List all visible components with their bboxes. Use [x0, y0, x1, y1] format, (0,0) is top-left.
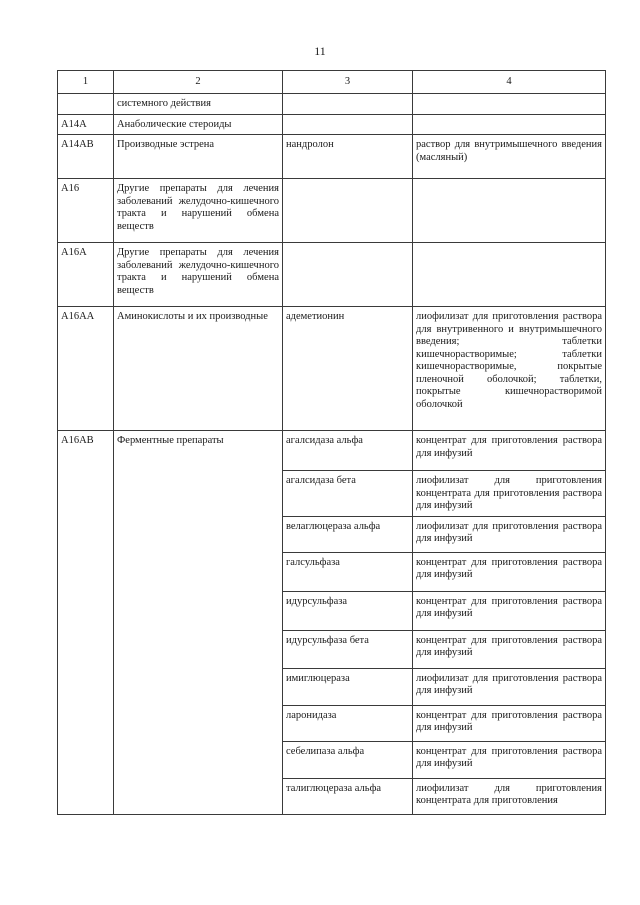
drug-table — [57, 70, 606, 815]
atc-code-cell — [58, 94, 114, 115]
page-number: 11 — [314, 44, 326, 58]
group-name-cell: Другие препараты для лечения заболеваний желудочно-кишечного тракта и нарушений обмена веществ — [114, 179, 283, 243]
group-name-cell: Производные эстрена — [114, 135, 283, 179]
atc-code-cell: A14A — [58, 114, 114, 135]
column-header: 4 — [413, 71, 606, 94]
drug-name-cell — [283, 94, 413, 115]
dosage-form-cell: лиофилизат для приготовления раствора для инфузий — [413, 516, 606, 552]
dosage-form-cell: концентрат для приготовления раствора для инфузий — [413, 552, 606, 591]
dosage-form-cell — [413, 243, 606, 307]
drug-name-cell: велаглюцераза альфа — [283, 516, 413, 552]
drug-name-cell: себелипаза альфа — [283, 741, 413, 778]
table-row — [58, 179, 606, 243]
table-row — [58, 114, 606, 135]
drug-name-cell: агалсидаза альфа — [283, 431, 413, 471]
group-name-cell: системного действия — [114, 94, 283, 115]
group-name-cell: Другие препараты для лечения заболеваний желудочно-кишечного тракта и нарушений обмена веществ — [114, 243, 283, 307]
drug-name-cell: имиглюцераза — [283, 668, 413, 705]
column-header: 1 — [58, 71, 114, 94]
table-header-row — [58, 71, 606, 94]
group-name-cell: Аминокислоты и их производные — [114, 307, 283, 431]
dosage-form-cell: концентрат для приготовления раствора для инфузий — [413, 705, 606, 741]
column-header: 2 — [114, 71, 283, 94]
atc-code-cell: A16A — [58, 243, 114, 307]
drug-name-cell: нандролон — [283, 135, 413, 179]
drug-name-cell: идурсульфаза бета — [283, 630, 413, 668]
table-row — [58, 135, 606, 179]
dosage-form-cell: концентрат для приготовления раствора для инфузий — [413, 741, 606, 778]
drug-name-cell: адеметионин — [283, 307, 413, 431]
drug-name-cell — [283, 114, 413, 135]
drug-name-cell: галсульфаза — [283, 552, 413, 591]
table-row — [58, 243, 606, 307]
atc-code-cell: A16AA — [58, 307, 114, 431]
table-row — [58, 307, 606, 431]
atc-code-cell: A16AB — [58, 431, 114, 815]
drug-name-cell: идурсульфаза — [283, 591, 413, 630]
group-name-cell: Ферментные препараты — [114, 431, 283, 815]
dosage-form-cell: концентрат для приготовления раствора для инфузий — [413, 591, 606, 630]
dosage-form-cell: лиофилизат для приготовления концентрата для приготовления раствора для инфузий — [413, 471, 606, 517]
dosage-form-cell: лиофилизат для приготовления концентрата для приготовления — [413, 778, 606, 814]
atc-code-cell: A14AB — [58, 135, 114, 179]
table-row — [58, 431, 606, 471]
dosage-form-cell — [413, 94, 606, 115]
dosage-form-cell — [413, 114, 606, 135]
dosage-form-cell — [413, 179, 606, 243]
drug-name-cell — [283, 243, 413, 307]
table-row — [58, 94, 606, 115]
dosage-form-cell: раствор для внутримышечного введения (масляный) — [413, 135, 606, 179]
drug-name-cell: ларонидаза — [283, 705, 413, 741]
column-header: 3 — [283, 71, 413, 94]
drug-name-cell: талиглюцераза альфа — [283, 778, 413, 814]
drug-name-cell: агалсидаза бета — [283, 471, 413, 517]
group-name-cell: Анаболические стероиды — [114, 114, 283, 135]
atc-code-cell: A16 — [58, 179, 114, 243]
drug-name-cell — [283, 179, 413, 243]
dosage-form-cell: лиофилизат для приготовления раствора для внутривенного и внутримышечного введения; таблетки кишечнорастворимые; таблетки кишечнорастворимые, покрытые пленочной оболочкой; таблетки, покрытые кишечнорастворимой оболочкой — [413, 307, 606, 431]
dosage-form-cell: концентрат для приготовления раствора для инфузий — [413, 431, 606, 471]
dosage-form-cell: лиофилизат для приготовления раствора для инфузий — [413, 668, 606, 705]
dosage-form-cell: концентрат для приготовления раствора для инфузий — [413, 630, 606, 668]
